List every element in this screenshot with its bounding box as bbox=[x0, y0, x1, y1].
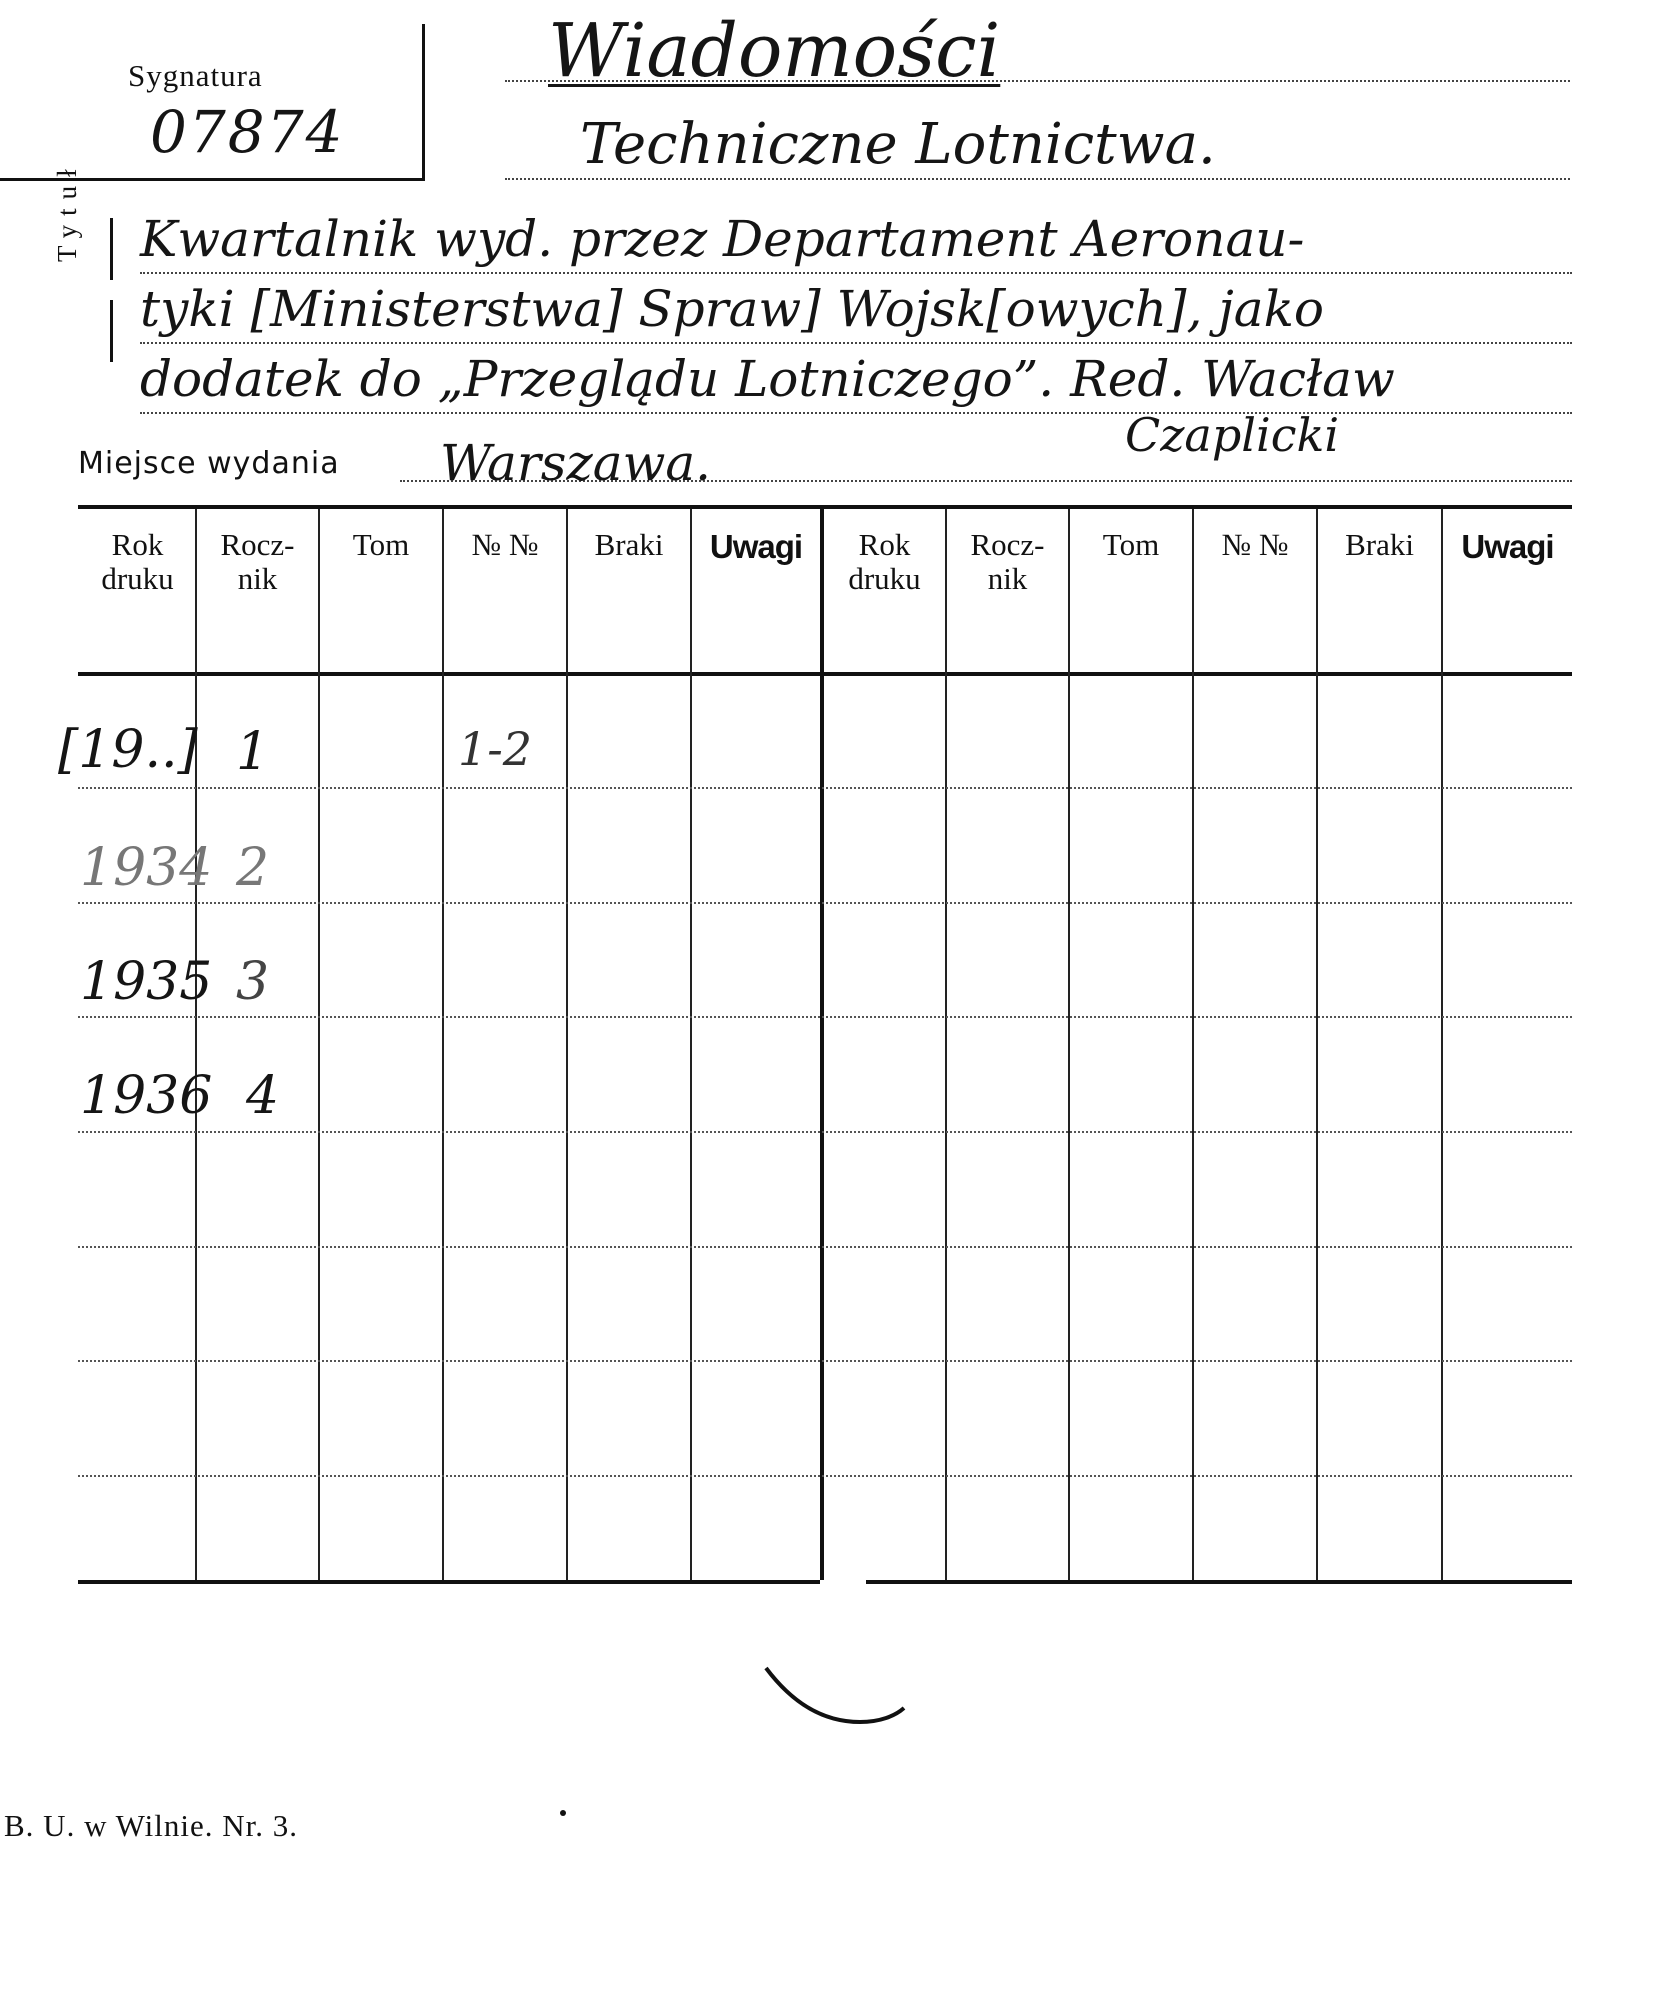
header-braki: Braki bbox=[594, 527, 664, 562]
row-1-numery: 1-2 bbox=[458, 722, 533, 776]
header-rok-druku-2 bbox=[824, 528, 945, 596]
row-2-rocznik: 2 bbox=[236, 838, 270, 898]
header-numery-2: № № bbox=[1221, 527, 1289, 562]
header-line: druku bbox=[848, 561, 921, 596]
row-3-rok: 1935 bbox=[80, 952, 213, 1012]
description-guide-line-3 bbox=[140, 412, 1572, 414]
title-line-1: Wiadomości bbox=[548, 8, 1001, 94]
description-line-2: tyki [Ministerstwa] Spraw] Wojsk[owych], jako bbox=[140, 280, 1325, 338]
column-divider bbox=[442, 509, 444, 1580]
column-divider bbox=[945, 509, 947, 1580]
header-uwagi: Uwagi bbox=[709, 528, 803, 565]
header-uwagi-2: Uwagi bbox=[1461, 528, 1554, 565]
header-line: druku bbox=[101, 561, 174, 596]
row-3-rocznik: 3 bbox=[236, 952, 270, 1012]
header-braki-2: Braki bbox=[1345, 527, 1414, 562]
description-line-4: Czaplicki bbox=[1125, 408, 1340, 462]
table-center-divider bbox=[820, 509, 824, 1580]
header-rocznik bbox=[197, 528, 318, 596]
column-divider bbox=[195, 509, 197, 1580]
table-header-rule bbox=[78, 672, 1572, 676]
header-line: Rok bbox=[858, 527, 911, 562]
header-numery: № № bbox=[471, 527, 539, 562]
signature-label: Sygnatura bbox=[128, 58, 263, 93]
row-1-rok: [19..] bbox=[58, 720, 198, 780]
place-label: Miejsce wydania bbox=[78, 446, 340, 481]
header-rocznik-2 bbox=[947, 528, 1068, 596]
header-rok-druku bbox=[80, 528, 195, 596]
row-rule bbox=[78, 1016, 1572, 1018]
column-divider bbox=[1316, 509, 1318, 1580]
column-divider bbox=[318, 509, 320, 1580]
row-2-rok: 1934 bbox=[80, 838, 213, 898]
pen-stroke-mark bbox=[760, 1660, 910, 1740]
row-rule bbox=[78, 1360, 1572, 1362]
description-line-3: dodatek do „Przeglądu Lotniczego”. Red. Wacław bbox=[140, 350, 1395, 408]
header-tom: Tom bbox=[352, 527, 410, 562]
row-4-rocznik: 4 bbox=[246, 1066, 280, 1126]
row-4-rok: 1936 bbox=[80, 1066, 213, 1126]
table-bottom-rule-right bbox=[866, 1580, 1572, 1584]
table-bottom-rule-left bbox=[78, 1580, 820, 1584]
description-line-1: Kwartalnik wyd. przez Departament Aeronau- bbox=[140, 210, 1305, 268]
title-guide-line-2 bbox=[505, 178, 1570, 180]
description-guide-line-1 bbox=[140, 272, 1572, 274]
row-rule bbox=[78, 787, 1572, 789]
signature-value: 07874 bbox=[150, 98, 345, 166]
row-rule bbox=[78, 1246, 1572, 1248]
place-value: Warszawa. bbox=[440, 434, 712, 492]
column-divider bbox=[1192, 509, 1194, 1580]
signature-box-right-border bbox=[422, 24, 425, 180]
header-line: Rocz- bbox=[970, 527, 1045, 562]
tytul-bracket-bottom bbox=[110, 300, 113, 362]
header-tom-2: Tom bbox=[1102, 527, 1160, 562]
title-line-2: Techniczne Lotnictwa. bbox=[580, 112, 1216, 177]
row-rule bbox=[78, 1131, 1572, 1133]
row-rule bbox=[78, 902, 1572, 904]
header-line: Rocz- bbox=[220, 527, 295, 562]
tytul-label: Tytuł bbox=[52, 160, 82, 262]
tytul-bracket-top bbox=[110, 218, 113, 280]
table-top-rule bbox=[78, 505, 1572, 509]
row-rule bbox=[78, 1475, 1572, 1477]
header-line: Rok bbox=[111, 527, 164, 562]
column-divider bbox=[690, 509, 692, 1580]
header-line: nik bbox=[237, 561, 278, 596]
row-1-rocznik: 1 bbox=[236, 722, 270, 782]
column-divider bbox=[566, 509, 568, 1580]
footer-imprint: B. U. w Wilnie. Nr. 3. bbox=[4, 1808, 299, 1843]
header-line: nik bbox=[987, 561, 1028, 596]
column-divider bbox=[1441, 509, 1443, 1580]
column-divider bbox=[1068, 509, 1070, 1580]
description-guide-line-2 bbox=[140, 342, 1572, 344]
ink-dot bbox=[560, 1810, 566, 1816]
